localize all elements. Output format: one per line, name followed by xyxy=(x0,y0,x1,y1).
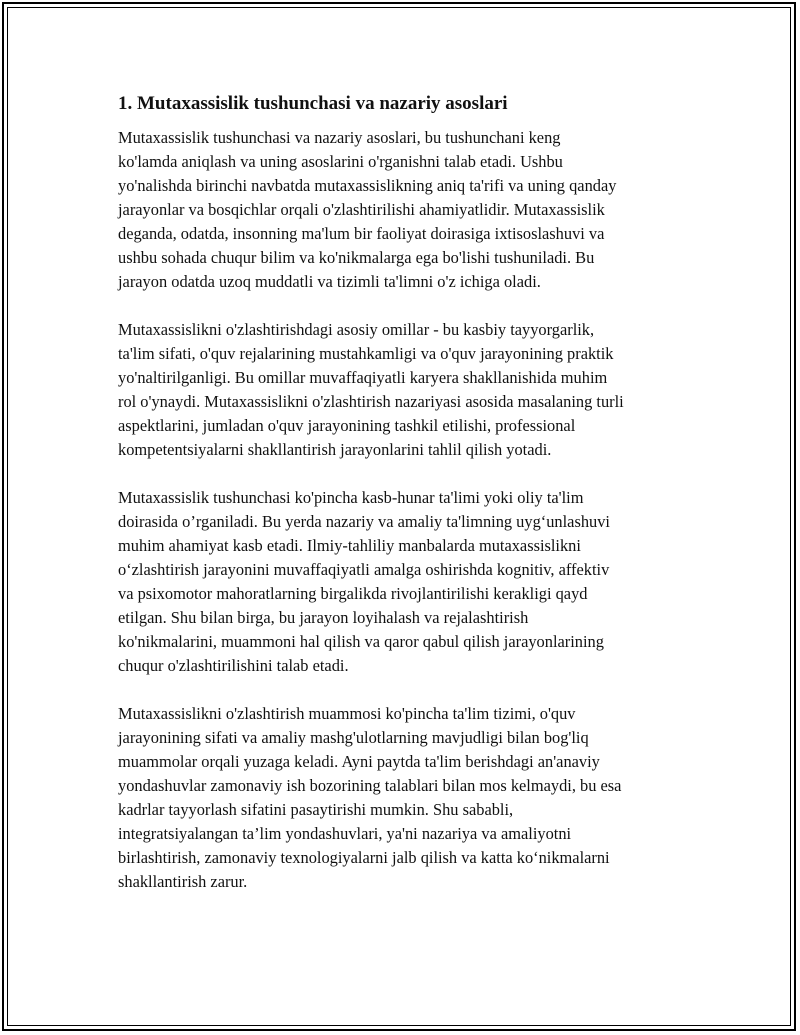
text-line: Mutaxassislik tushunchasi va nazariy asoslari, bu tushunchani keng xyxy=(118,128,561,147)
paragraph-1 xyxy=(118,126,698,294)
text-line: etilgan. Shu bilan birga, bu jarayon loyihalash va rejalashtirish xyxy=(118,608,529,627)
text-line: Mutaxassislikni o'zlashtirish muammosi ko'pincha ta'lim tizimi, o'quv xyxy=(118,704,576,723)
text-line: o‘zlashtirish jarayonini muvaffaqiyatli amalga oshirishda kognitiv, affektiv xyxy=(118,560,610,579)
section-heading: 1. Mutaxassislik tushunchasi va nazariy asoslari xyxy=(118,93,508,114)
text-line: kadrlar tayyorlash sifatini pasaytirishi mumkin. Shu sababli, xyxy=(118,800,514,819)
paragraph-3 xyxy=(118,486,698,678)
text-line: doirasida o’rganiladi. Bu yerda nazariy va amaliy ta'limning uyg‘unlashuvi xyxy=(118,512,610,531)
paragraph-2 xyxy=(118,318,698,462)
text-line: aspektlarini, jumladan o'quv jarayonining tashkil etilishi, professional xyxy=(118,416,576,435)
text-line: va psixomotor mahoratlarning birgalikda rivojlantirilishi kerakligi qayd xyxy=(118,584,588,603)
text-line: muammolar orqali yuzaga keladi. Ayni paytda ta'lim berishdagi an'anaviy xyxy=(118,752,600,771)
text-line: rol o'ynaydi. Mutaxassislikni o'zlashtirish nazariyasi asosida masalaning turli xyxy=(118,392,624,411)
text-line: yo'nalishda birinchi navbatda mutaxassislikning aniq ta'rifi va uning qanday xyxy=(118,176,617,195)
text-line: ko'lamda aniqlash va uning asoslarini o'rganishni talab etadi. Ushbu xyxy=(118,152,563,171)
document-body xyxy=(118,92,698,894)
text-line: Mutaxassislik tushunchasi ko'pincha kasb-hunar ta'limi yoki oliy ta'lim xyxy=(118,488,584,507)
text-line: birlashtirish, zamonaviy texnologiyalarni jalb qilish va katta ko‘nikmalarni xyxy=(118,848,610,867)
text-line: muhim ahamiyat kasb etadi. Ilmiy-tahliliy manbalarda mutaxassislikni xyxy=(118,536,581,555)
text-line: yo'naltirilganligi. Bu omillar muvaffaqiyatli karyera shakllanishida muhim xyxy=(118,368,608,387)
text-line: kompetentsiyalarni shakllantirish jarayonlarini tahlil qilish yotadi. xyxy=(118,440,552,459)
text-line: ushbu sohada chuqur bilim va ko'nikmalarga ega bo'lishi tushuniladi. Bu xyxy=(118,248,595,267)
text-line: jarayonlar va bosqichlar orqali o'zlashtirilishi ahamiyatlidir. Mutaxassislik xyxy=(118,200,605,219)
text-line: yondashuvlar zamonaviy ish bozorining talablari bilan mos kelmaydi, bu esa xyxy=(118,776,622,795)
text-line: jarayon odatda uzoq muddatli va tizimli ta'limni o'z ichiga oladi. xyxy=(118,272,541,291)
text-line: chuqur o'zlashtirilishini talab etadi. xyxy=(118,656,349,675)
text-line: deganda, odatda, insonning ma'lum bir faoliyat doirasiga ixtisoslashuvi va xyxy=(118,224,605,243)
paragraph-4 xyxy=(118,702,698,894)
text-line: shakllantirish zarur. xyxy=(118,872,248,891)
text-line: jarayonining sifati va amaliy mashg'ulotlarning mavjudligi bilan bog'liq xyxy=(118,728,589,747)
text-line: integratsiyalangan ta’lim yondashuvlari, ya'ni nazariya va amaliyotni xyxy=(118,824,572,843)
text-line: ta'lim sifati, o'quv rejalarining mustahkamligi va o'quv jarayonining praktik xyxy=(118,344,614,363)
text-line: Mutaxassislikni o'zlashtirishdagi asosiy omillar - bu kasbiy tayyorgarlik, xyxy=(118,320,595,339)
text-line: ko'nikmalarini, muammoni hal qilish va qaror qabul qilish jarayonlarining xyxy=(118,632,604,651)
